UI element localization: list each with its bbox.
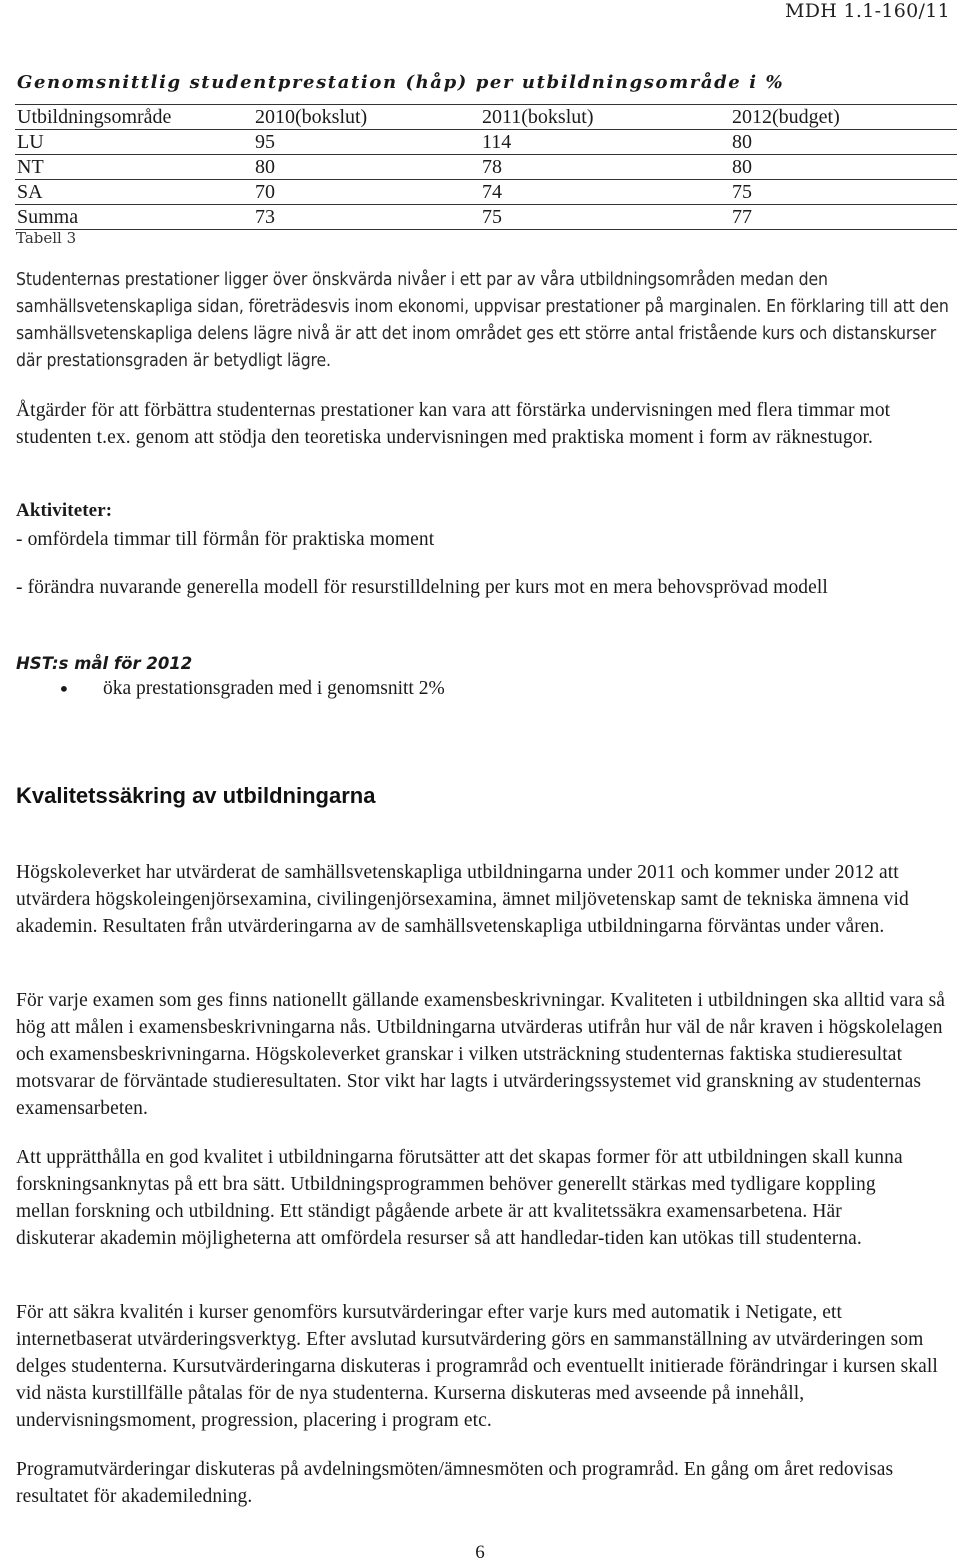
table-row-total	[15, 205, 957, 230]
column-header: Utbildningsområde	[15, 105, 253, 130]
goals-heading: HST:s mål för 2012	[16, 654, 193, 673]
page-number: 6	[475, 1542, 485, 1563]
table-cell: 75	[480, 205, 730, 230]
column-header: 2010(bokslut)	[253, 105, 480, 130]
table-caption: Tabell 3	[16, 229, 77, 247]
performance-table	[15, 104, 957, 230]
bullet-marker: •	[58, 677, 70, 701]
table-title: Genomsnittlig studentprestation (håp) per utbildningsområde i %	[17, 72, 785, 93]
table-cell: 80	[730, 130, 957, 155]
table-cell: 75	[730, 180, 957, 205]
table-cell: 70	[253, 180, 480, 205]
column-header: 2011(bokslut)	[480, 105, 730, 130]
measures-paragraph: Åtgärder för att förbättra studenternas prestationer kan vara att förstärka undervisningen med flera timmar mot studenten t.ex. genom att stödja den teoretiska undervisningen med praktiska moment i form av räknestugor.	[16, 400, 891, 448]
body-paragraph: För att säkra kvalitén i kurser genomförs kursutvärderingar efter varje kurs med automatik i Netigate, ett internetbaserat utvärderingsverktyg. Efter avslutad kursutvärdering görs en sammanställning av utvärderingen som delges studenterna. Kursutvärderingarna diskuteras i programråd och eventuellt initierade förändringar i kursen skall vid nästa kurstillfälle påtalas för de nya studenterna. Kurserna diskuteras med avseende på innehåll, undervisningsmoment, progression, placering i program etc.	[16, 1302, 938, 1431]
table-cell: 114	[480, 130, 730, 155]
table-row	[15, 155, 957, 180]
table-cell: 78	[480, 155, 730, 180]
table-row	[15, 180, 957, 205]
table-cell: 95	[253, 130, 480, 155]
body-paragraph: Högskoleverket har utvärderat de samhällsvetenskapliga utbildningarna under 2011 och kommer under 2012 att utvärdera högskoleingenjörsexamina, civilingenjörsexamina, ämnet miljövetenskap samt de tekniska ämnena vid akademin. Resultaten från utvärderingarna av de samhällsvetenskapliga utbildningarna förväntas under våren.	[16, 862, 909, 937]
body-paragraph: Programutvärderingar diskuteras på avdelningsmöten/ämnesmöten och programråd. En gång om året redovisas resultatet för akademiledning.	[16, 1459, 894, 1507]
document-reference: MDH 1.1-160/11	[785, 0, 950, 22]
table-cell: LU	[15, 130, 253, 155]
activity-item: - omfördela timmar till förmån för praktiska moment	[16, 529, 435, 550]
table-cell: 80	[253, 155, 480, 180]
body-paragraph: Att upprätthålla en god kvalitet i utbildningarna förutsätter att det skapas former för att utbildningen skall kunna forskningsanknytas på ett bra sätt. Utbildningsprogrammen behöver generellt stärkas med tydligare koppling mellan forskning och utbildning. Ett ständigt pågående arbete är att kvalitetssäkra examensarbetena. Här diskuterar akademin möjligheterna att omfördela resurser så att handledar-tiden kan utökas till studenterna.	[16, 1147, 903, 1249]
table-cell: 80	[730, 155, 957, 180]
goal-item: öka prestationsgraden med i genomsnitt 2%	[103, 678, 445, 699]
table-cell: SA	[15, 180, 253, 205]
table-cell: 74	[480, 180, 730, 205]
table-header-row	[15, 105, 957, 130]
section-title: Kvalitetssäkring av utbildningarna	[16, 783, 376, 808]
activities-heading: Aktiviteter:	[16, 500, 113, 521]
table-row	[15, 130, 957, 155]
activity-item: - förändra nuvarande generella modell för resurstilldelning per kurs mot en mera behovsprövad modell	[16, 577, 828, 598]
table-cell: 77	[730, 205, 957, 230]
column-header: 2012(budget)	[730, 105, 957, 130]
table-cell: Summa	[15, 205, 253, 230]
analysis-paragraph: Studenternas prestationer ligger över önskvärda nivåer i ett par av våra utbildningsområden medan den samhällsvetenskapliga sidan, företrädesvis inom ekonomi, uppvisar prestationer på marginalen. En förklaring till att den samhällsvetenskapliga delens lägre nivå är att det inom området ges ett större antal fristående kurs och distanskurser där prestationsgraden är betydligt lägre.	[16, 270, 949, 371]
table-cell: 73	[253, 205, 480, 230]
table-cell: NT	[15, 155, 253, 180]
body-paragraph: För varje examen som ges finns nationellt gällande examensbeskrivningar. Kvaliteten i utbildningen ska alltid vara så hög att målen i examensbeskrivningarna nås. Utbildningarna utvärderas utifrån hur väl de når kraven i högskolelagen och examensbeskrivningarna. Högskoleverket granskar i vilken utsträckning studenternas faktiska studieresultat motsvarar de förväntade studieresultaten. Stor vikt har lagts i utvärderingssystemet vid granskning av studenternas examensarbeten.	[16, 990, 946, 1119]
